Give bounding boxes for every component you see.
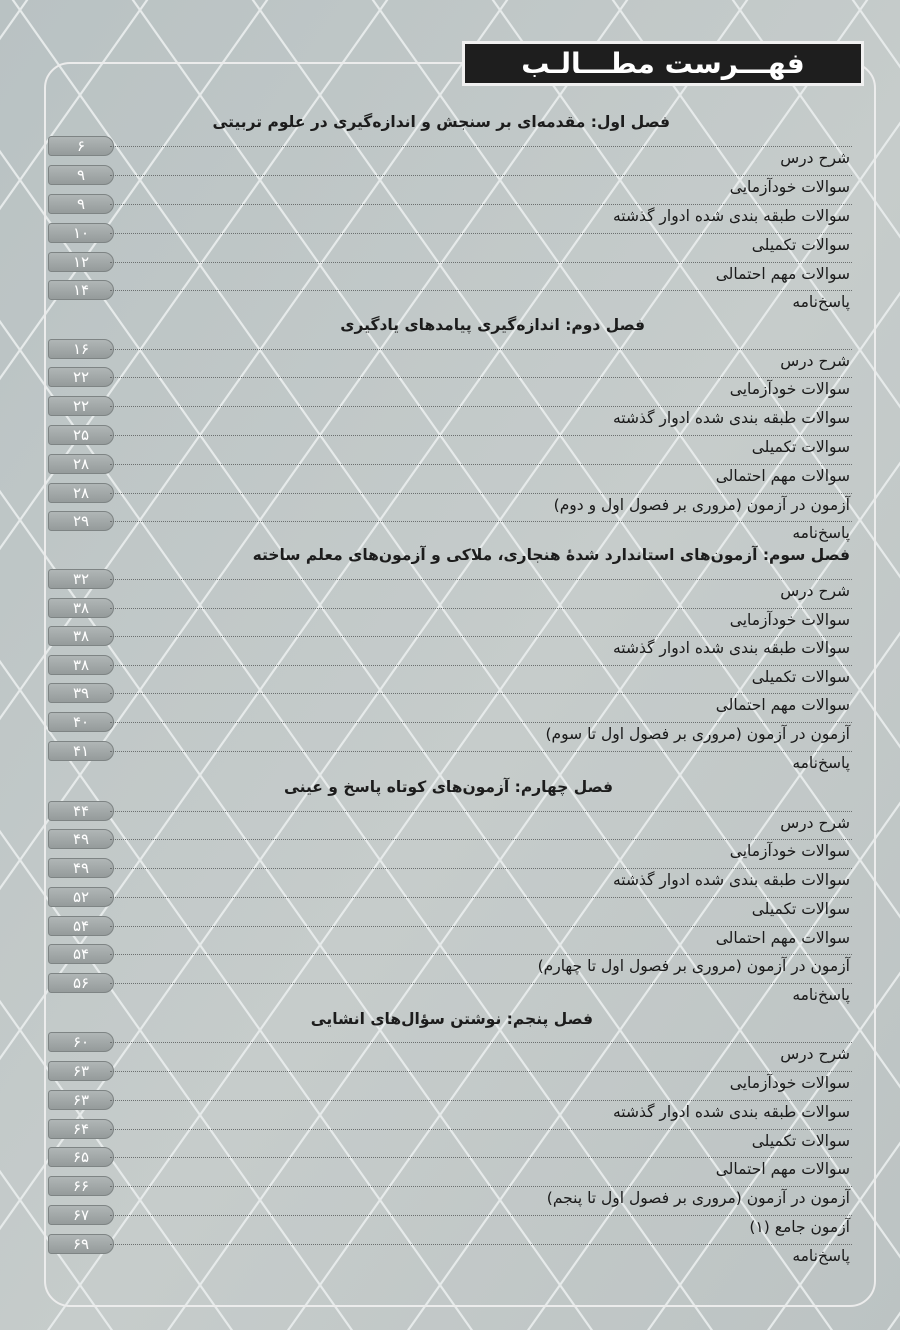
toc-entry-label: شرح درس xyxy=(780,352,850,370)
toc-entry-label: سوالات تکمیلی xyxy=(751,1132,850,1150)
toc-entry-label: سوالات تکمیلی xyxy=(751,438,850,456)
page-number-tab: ۶۳ xyxy=(48,1090,114,1110)
dotted-leader xyxy=(110,377,852,378)
dotted-leader xyxy=(110,464,852,465)
page-number-tab: ۱۲ xyxy=(48,252,114,272)
toc-entry-label: سوالات طبقه بندی شده ادوار گذشته xyxy=(612,639,850,657)
page-number-tab: ۴۹ xyxy=(48,858,114,878)
chapter-title: فصل پنجم: نوشتن سؤال‌های انشایی xyxy=(310,1010,593,1028)
page-number-tab: ۱۰ xyxy=(48,223,114,243)
toc-entry-label: سوالات خودآزمایی xyxy=(729,611,850,629)
toc-entry-label: سوالات مهم احتمالی xyxy=(715,467,850,485)
dotted-leader xyxy=(110,349,852,350)
chapter-title: فصل اول: مقدمه‌ای بر سنجش و اندازه‌گیری در علوم تربیتی xyxy=(212,113,670,131)
page-number-tab: ۶۹ xyxy=(48,1234,114,1254)
toc-entry-label: آزمون جامع (۱) xyxy=(749,1218,850,1236)
page-number-tab: ۴۴ xyxy=(48,801,114,821)
page-number-tab: ۳۲ xyxy=(48,569,114,589)
toc-entry-label: سوالات تکمیلی xyxy=(751,668,850,686)
toc-entry-label: شرح درس xyxy=(780,582,850,600)
toc-title: فهـــرست مطـــالـب xyxy=(462,41,864,86)
toc-entry-label: سوالات مهم احتمالی xyxy=(715,1160,850,1178)
dotted-leader xyxy=(110,1100,852,1101)
page-number-tab: ۵۴ xyxy=(48,916,114,936)
toc-entry-label: آزمون در آزمون (مروری بر فصول اول تا سوم) xyxy=(545,725,850,743)
toc-entry-label: سوالات تکمیلی xyxy=(751,236,850,254)
page-number-tab: ۳۸ xyxy=(48,598,114,618)
dotted-leader xyxy=(110,435,852,436)
page-number-tab: ۴۰ xyxy=(48,712,114,732)
dotted-leader xyxy=(110,693,852,694)
toc-entry-label: پاسخ‌نامه xyxy=(792,293,850,311)
toc-entry-label: شرح درس xyxy=(780,149,850,167)
page-number-tab: ۱۴ xyxy=(48,280,114,300)
page-number-tab: ۵۲ xyxy=(48,887,114,907)
dotted-leader xyxy=(110,204,852,205)
page-number-tab: ۶۶ xyxy=(48,1176,114,1196)
dotted-leader xyxy=(110,175,852,176)
toc-entry-label: شرح درس xyxy=(780,1045,850,1063)
dotted-leader xyxy=(110,751,852,752)
page-number-tab: ۲۸ xyxy=(48,483,114,503)
toc-entry-label: سوالات طبقه بندی شده ادوار گذشته xyxy=(612,207,850,225)
dotted-leader xyxy=(110,665,852,666)
dotted-leader xyxy=(110,897,852,898)
dotted-leader xyxy=(110,493,852,494)
dotted-leader xyxy=(110,262,852,263)
dotted-leader xyxy=(110,1244,852,1245)
toc-entry-label: آزمون در آزمون (مروری بر فصول اول و دوم) xyxy=(553,496,850,514)
chapter-title: فصل سوم: آزمون‌های استاندارد شدهٔ هنجاری، ملاکی و آزمون‌های معلم ساخته xyxy=(252,546,850,564)
dotted-leader xyxy=(110,954,852,955)
page-number-tab: ۳۸ xyxy=(48,655,114,675)
dotted-leader xyxy=(110,868,852,869)
dotted-leader xyxy=(110,146,852,147)
page-number-tab: ۴۱ xyxy=(48,741,114,761)
dotted-leader xyxy=(110,811,852,812)
toc-entry-label: سوالات طبقه بندی شده ادوار گذشته xyxy=(612,409,850,427)
toc-entry-label: سوالات خودآزمایی xyxy=(729,842,850,860)
dotted-leader xyxy=(110,579,852,580)
dotted-leader xyxy=(110,1071,852,1072)
page-number-tab: ۶۴ xyxy=(48,1119,114,1139)
page-number-tab: ۶ xyxy=(48,136,114,156)
page-number-tab: ۵۶ xyxy=(48,973,114,993)
page-number-tab: ۳۹ xyxy=(48,683,114,703)
toc-entry-label: آزمون در آزمون (مروری بر فصول اول تا پنجم) xyxy=(546,1189,850,1207)
page-number-tab: ۶۵ xyxy=(48,1147,114,1167)
chapter-title: فصل دوم: اندازه‌گیری پیامدهای یادگیری xyxy=(340,316,645,334)
dotted-leader xyxy=(110,636,852,637)
page-number-tab: ۲۹ xyxy=(48,511,114,531)
toc-entry-label: سوالات خودآزمایی xyxy=(729,178,850,196)
toc-entry-label: شرح درس xyxy=(780,814,850,832)
toc-entry-label: سوالات مهم احتمالی xyxy=(715,265,850,283)
page-number-tab: ۲۵ xyxy=(48,425,114,445)
page-number-tab: ۲۲ xyxy=(48,396,114,416)
dotted-leader xyxy=(110,233,852,234)
page-number-tab: ۱۶ xyxy=(48,339,114,359)
page-number-tab: ۶۰ xyxy=(48,1032,114,1052)
dotted-leader xyxy=(110,1042,852,1043)
toc-entry-label: پاسخ‌نامه xyxy=(792,524,850,542)
toc-entry-label: سوالات طبقه بندی شده ادوار گذشته xyxy=(612,871,850,889)
dotted-leader xyxy=(110,1129,852,1130)
dotted-leader xyxy=(110,1157,852,1158)
toc-entry-label: سوالات طبقه بندی شده ادوار گذشته xyxy=(612,1103,850,1121)
dotted-leader xyxy=(110,608,852,609)
toc-entry-label: پاسخ‌نامه xyxy=(792,1247,850,1265)
page-number-tab: ۳۸ xyxy=(48,626,114,646)
toc-entry-label: آزمون در آزمون (مروری بر فصول اول تا چهارم) xyxy=(537,957,850,975)
toc-entry-label: سوالات مهم احتمالی xyxy=(715,696,850,714)
dotted-leader xyxy=(110,406,852,407)
dotted-leader xyxy=(110,722,852,723)
page-number-tab: ۹ xyxy=(48,165,114,185)
toc-entry-label: سوالات خودآزمایی xyxy=(729,380,850,398)
page-number-tab: ۲۲ xyxy=(48,367,114,387)
page-number-tab: ۶۷ xyxy=(48,1205,114,1225)
dotted-leader xyxy=(110,521,852,522)
page-number-tab: ۶۳ xyxy=(48,1061,114,1081)
dotted-leader xyxy=(110,290,852,291)
dotted-leader xyxy=(110,983,852,984)
dotted-leader xyxy=(110,839,852,840)
toc-entry-label: سوالات تکمیلی xyxy=(751,900,850,918)
page-number-tab: ۹ xyxy=(48,194,114,214)
toc-entry-label: پاسخ‌نامه xyxy=(792,986,850,1004)
page-number-tab: ۴۹ xyxy=(48,829,114,849)
dotted-leader xyxy=(110,1215,852,1216)
dotted-leader xyxy=(110,1186,852,1187)
chapter-title: فصل چهارم: آزمون‌های کوتاه پاسخ و عینی xyxy=(283,778,613,796)
dotted-leader xyxy=(110,926,852,927)
page-number-tab: ۲۸ xyxy=(48,454,114,474)
toc-entry-label: سوالات مهم احتمالی xyxy=(715,929,850,947)
page-number-tab: ۵۴ xyxy=(48,944,114,964)
toc-entry-label: سوالات خودآزمایی xyxy=(729,1074,850,1092)
toc-entry-label: پاسخ‌نامه xyxy=(792,754,850,772)
